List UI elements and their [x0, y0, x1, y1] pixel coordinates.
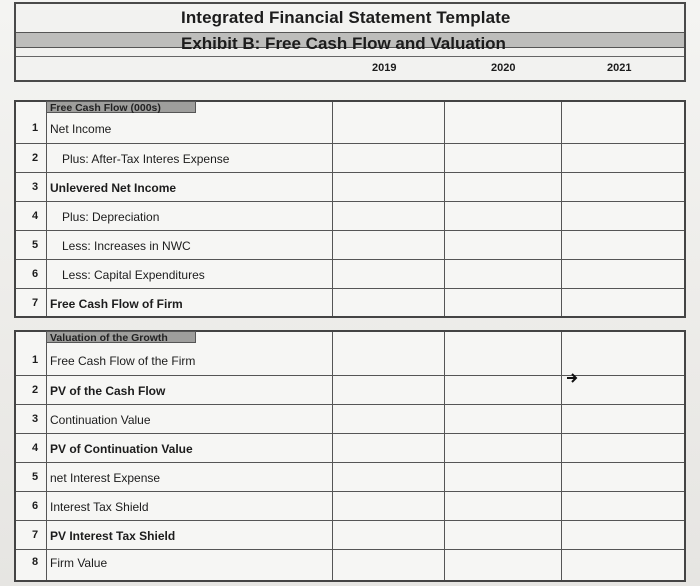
row-number: 8	[31, 556, 39, 568]
row-number: 2	[31, 152, 39, 164]
table-row	[16, 114, 684, 142]
row-label: net Interest Expense	[50, 471, 161, 485]
row-label: Interest Tax Shield	[50, 500, 149, 514]
row-label: Unlevered Net Income	[50, 181, 177, 195]
table-row	[16, 549, 684, 579]
row-label: PV Interest Tax Shield	[50, 529, 176, 543]
row-label: Less: Increases in NWC	[62, 239, 191, 253]
year-2020: 2020	[491, 62, 516, 74]
row-number: 4	[31, 210, 39, 222]
row-label: Free Cash Flow of the Firm	[50, 354, 196, 368]
year-row	[16, 56, 684, 81]
row-number: 3	[31, 181, 39, 193]
row-number: 6	[31, 268, 39, 280]
row-number: 1	[31, 122, 39, 134]
table-row	[16, 259, 684, 288]
row-label: Firm Value	[50, 556, 108, 570]
valuation-table	[14, 330, 686, 582]
header-block	[14, 2, 686, 82]
table-row	[16, 520, 684, 550]
table-row	[16, 346, 684, 375]
row-number: 7	[31, 529, 39, 541]
table-row	[16, 201, 684, 230]
table-row	[16, 230, 684, 259]
row-number: 1	[31, 354, 39, 366]
fcf-table	[14, 100, 686, 318]
valuation-table-caption: Valuation of the Growth	[46, 331, 196, 343]
table-row	[16, 375, 684, 405]
row-number: 6	[31, 500, 39, 512]
year-2019: 2019	[372, 62, 397, 74]
row-label: Free Cash Flow of Firm	[50, 297, 183, 311]
page-subtitle: Exhibit B: Free Cash Flow and Valuation	[181, 34, 506, 53]
table-row	[16, 433, 684, 463]
row-number: 7	[31, 297, 39, 309]
mouse-cursor-icon	[566, 371, 580, 385]
row-label: PV of the Cash Flow	[50, 384, 166, 398]
row-label: Less: Capital Expenditures	[62, 268, 205, 282]
row-number: 5	[31, 471, 39, 483]
table-row	[16, 491, 684, 521]
fcf-table-caption: Free Cash Flow (000s)	[46, 101, 196, 113]
row-label: Net Income	[50, 122, 112, 136]
table-row	[16, 288, 684, 317]
row-label: Plus: Depreciation	[62, 210, 160, 224]
row-number: 5	[31, 239, 39, 251]
row-label: PV of Continuation Value	[50, 442, 193, 456]
table-row	[16, 172, 684, 201]
row-number: 4	[31, 442, 39, 454]
table-row	[16, 404, 684, 434]
table-row	[16, 462, 684, 492]
table-row	[16, 143, 684, 172]
year-2021: 2021	[607, 62, 632, 74]
row-number: 2	[31, 384, 39, 396]
row-number: 3	[31, 413, 39, 425]
page-title: Integrated Financial Statement Template	[181, 8, 511, 27]
row-label: Continuation Value	[50, 413, 151, 427]
row-label: Plus: After-Tax Interes Expense	[62, 152, 230, 166]
